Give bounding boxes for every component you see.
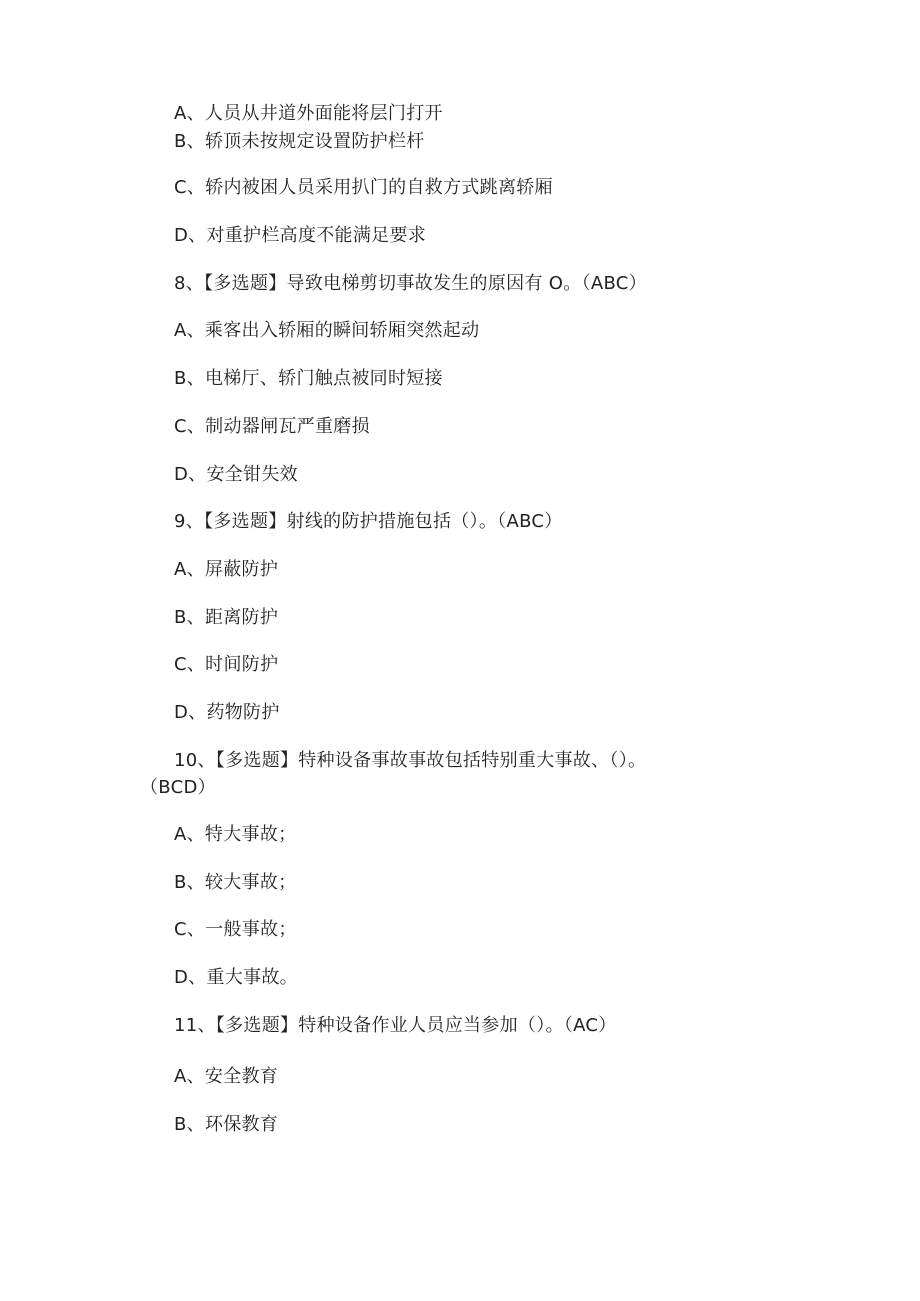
option-a-q9: A、屏蔽防护	[174, 559, 279, 580]
option-b-q8: B、电梯厅、轿门触点被同时短接	[174, 368, 443, 389]
option-d-q10: D、重大事故。	[174, 967, 298, 988]
question-10-answer: （BCD）	[140, 777, 216, 798]
option-a-q11: A、安全教育	[174, 1066, 279, 1087]
option-c-q9: C、时间防护	[174, 654, 279, 675]
option-d-q8: D、安全钳失效	[174, 464, 298, 485]
option-c-q10: C、一般事故；	[174, 919, 297, 940]
option-b-q9: B、距离防护	[174, 607, 279, 628]
question-11: 11、【多选题】特种设备作业人员应当参加（）。（AC）	[174, 1015, 617, 1036]
option-b-q11: B、环保教育	[174, 1114, 279, 1135]
option-b-q10: B、较大事故；	[174, 872, 297, 893]
option-a-q10: A、特大事故；	[174, 824, 297, 845]
option-d-q7: D、对重护栏高度不能满足要求	[174, 225, 427, 246]
option-d-q9: D、药物防护	[174, 702, 280, 723]
question-9: 9、【多选题】射线的防护措施包括（）。（ABC）	[174, 511, 563, 532]
question-10: 10、【多选题】特种设备事故事故包括特别重大事故、（）。	[174, 750, 647, 771]
option-a-q8: A、乘客出入轿厢的瞬间轿厢突然起动	[174, 320, 480, 341]
option-c-q8: C、制动器闸瓦严重磨损	[174, 416, 370, 437]
question-8: 8、【多选题】导致电梯剪切事故发生的原因有 O。（ABC）	[174, 273, 647, 294]
option-b-q7: B、轿顶未按规定设置防护栏杆	[174, 131, 425, 152]
option-c-q7: C、轿内被困人员采用扒门的自救方式跳离轿厢	[174, 177, 553, 198]
option-a-q7: A、人员从井道外面能将层门打开	[174, 103, 443, 124]
